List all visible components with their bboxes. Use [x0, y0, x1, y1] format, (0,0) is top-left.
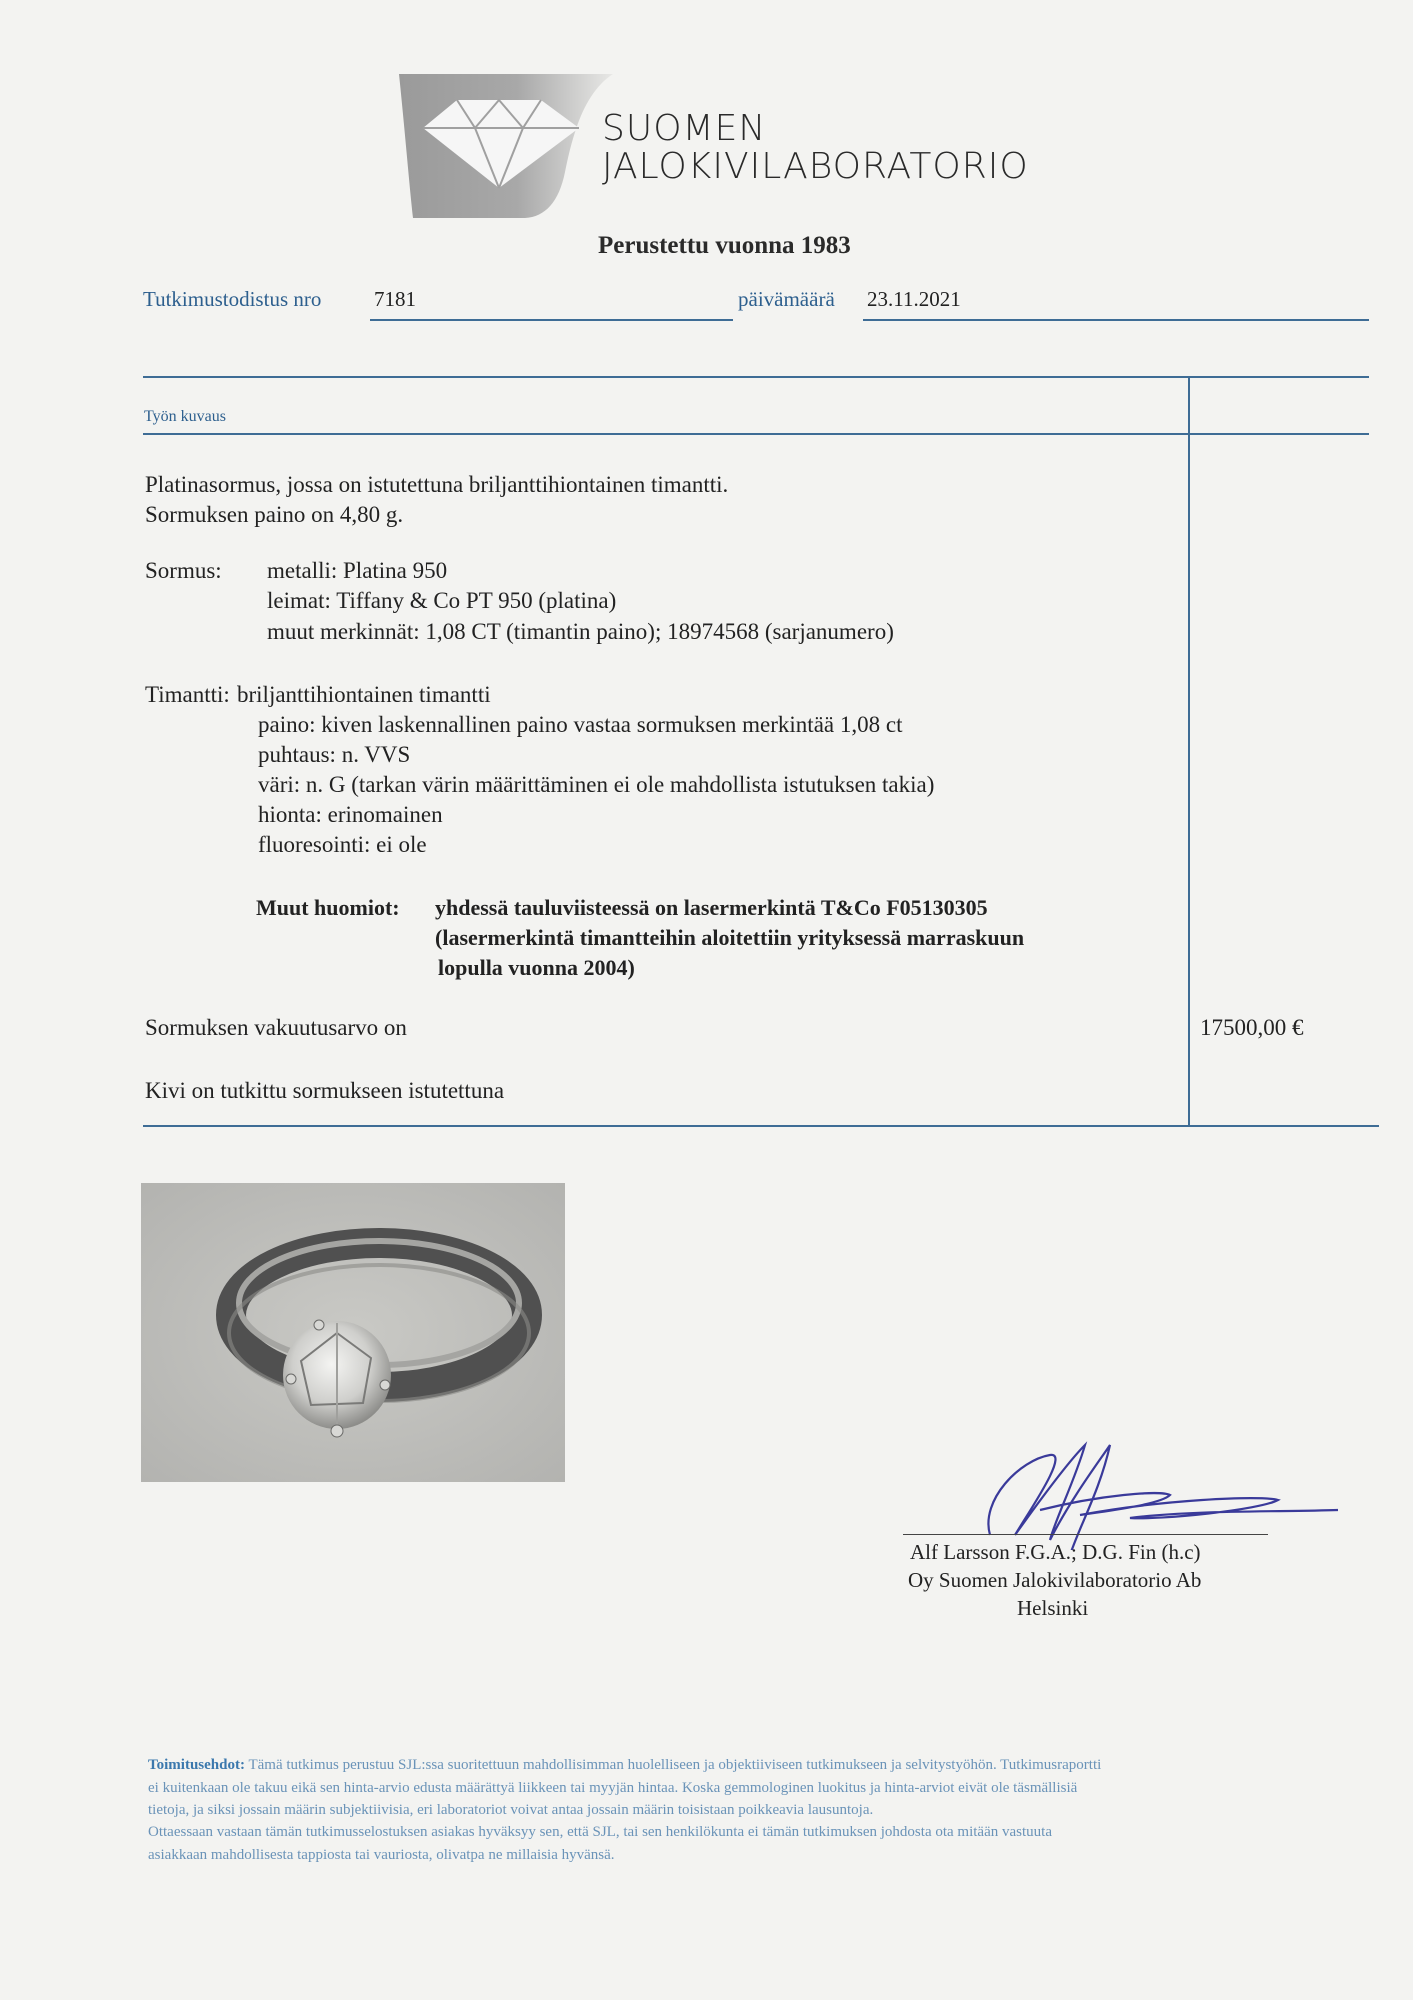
section-label-work-description: Työn kuvaus: [144, 408, 226, 425]
insurance-value-amount: 17500,00 €: [1200, 1015, 1304, 1040]
signer-city: Helsinki: [1017, 1596, 1089, 1620]
footer-heading: Toimitusehdot:: [148, 1757, 245, 1773]
footer-text-1: Tämä tutkimus perustuu SJL:ssa suoritettuun mahdollisimman huolelliseen ja objektiiviseen tutkimukseen ja selvitystyöhön. Tutkimusraportti: [248, 1757, 1102, 1773]
certificate-number-underline: [370, 319, 733, 321]
notes-line-1: yhdessä tauluviisteessä on lasermerkintä T&Co F05130305: [435, 895, 988, 920]
date-value: 23.11.2021: [867, 287, 961, 311]
examined-note: Kivi on tutkittu sormukseen istutettuna: [145, 1078, 505, 1103]
footer-line-3: tietoja, ja siksi jossain määrin subjektiivisia, eri laboratoriot voivat antaa jossain määrin toisistaan poikkeavia lausuntoja.: [148, 1802, 874, 1818]
footer-line-4: Ottaessaan vastaan tämän tutkimusselostuksen asiakas hyväksyy sen, että SJL, tai sen henkilökunta ei tämän tutkimuksen johdosta ota mitään vastuuta: [148, 1824, 1052, 1840]
intro-line-2: Sormuksen paino on 4,80 g.: [145, 502, 404, 527]
notes-label: Muut huomiot:: [256, 895, 400, 920]
ring-stamps: leimat: Tiffany & Co PT 950 (platina): [267, 588, 617, 613]
signature-line: [903, 1534, 1268, 1535]
table-header-border: [143, 433, 1369, 435]
certificate-number-label: Tutkimustodistus nro: [143, 287, 322, 311]
diamond-clarity: puhtaus: n. VVS: [258, 742, 411, 767]
ring-label: Sormus:: [145, 558, 222, 583]
signer-company: Oy Suomen Jalokivilaboratorio Ab: [908, 1568, 1202, 1592]
footer-line-2: ei kuitenkaan ole takuu eikä sen hinta-arvio edusta määrättyä liikkeen tai myyjän hintaa. Koska gemmologinen luokitus ja hinta-arviot eivät ole täsmällisiä: [148, 1780, 1078, 1796]
footer-line-1: [148, 1754, 1101, 1777]
diamond-fluorescence: fluoresointi: ei ole: [258, 832, 427, 857]
ring-other-markings: muut merkinnät: 1,08 CT (timantin paino); 18974568 (sarjanumero): [267, 619, 894, 644]
ring-metal: metalli: Platina 950: [267, 558, 448, 583]
date-label: päivämäärä: [738, 287, 835, 311]
table-bottom-border: [143, 1125, 1379, 1127]
insurance-value-label: Sormuksen vakuutusarvo on: [145, 1015, 407, 1040]
notes-line-2: (lasermerkintä timantteihin aloitettiin yrityksessä marraskuun: [435, 925, 1025, 950]
diamond-cut-grade: hionta: erinomainen: [258, 802, 443, 827]
logo-line-1: SUOMEN: [602, 108, 767, 149]
logo-line-2: JALOKIVILABORATORIO: [602, 146, 1029, 187]
notes-line-3: lopulla vuonna 2004): [438, 955, 635, 980]
ring-photo: [141, 1183, 565, 1482]
intro-line-1: Platinasormus, jossa on istutettuna briljanttihiontainen timantti.: [145, 472, 729, 497]
signer-name: Alf Larsson F.G.A.; D.G. Fin (h.c): [910, 1540, 1201, 1564]
footer-line-5: asiakkaan mahdollisesta tappiosta tai vauriosta, olivatpa ne millaisia hyvänsä.: [148, 1847, 615, 1863]
founded-text: Perustettu vuonna 1983: [598, 232, 851, 259]
diamond-weight: paino: kiven laskennallinen paino vastaa sormuksen merkintää 1,08 ct: [258, 712, 903, 737]
diamond-cut-type: briljanttihiontainen timantti: [237, 682, 491, 707]
table-column-divider: [1188, 376, 1190, 1127]
diamond-logo-icon: [395, 72, 615, 220]
table-top-border: [143, 376, 1369, 378]
date-underline: [863, 319, 1369, 321]
certificate-number-value: 7181: [374, 287, 416, 311]
diamond-color: väri: n. G (tarkan värin määrittäminen ei ole mahdollista istutuksen takia): [258, 772, 935, 797]
diamond-label: Timantti:: [145, 682, 230, 707]
